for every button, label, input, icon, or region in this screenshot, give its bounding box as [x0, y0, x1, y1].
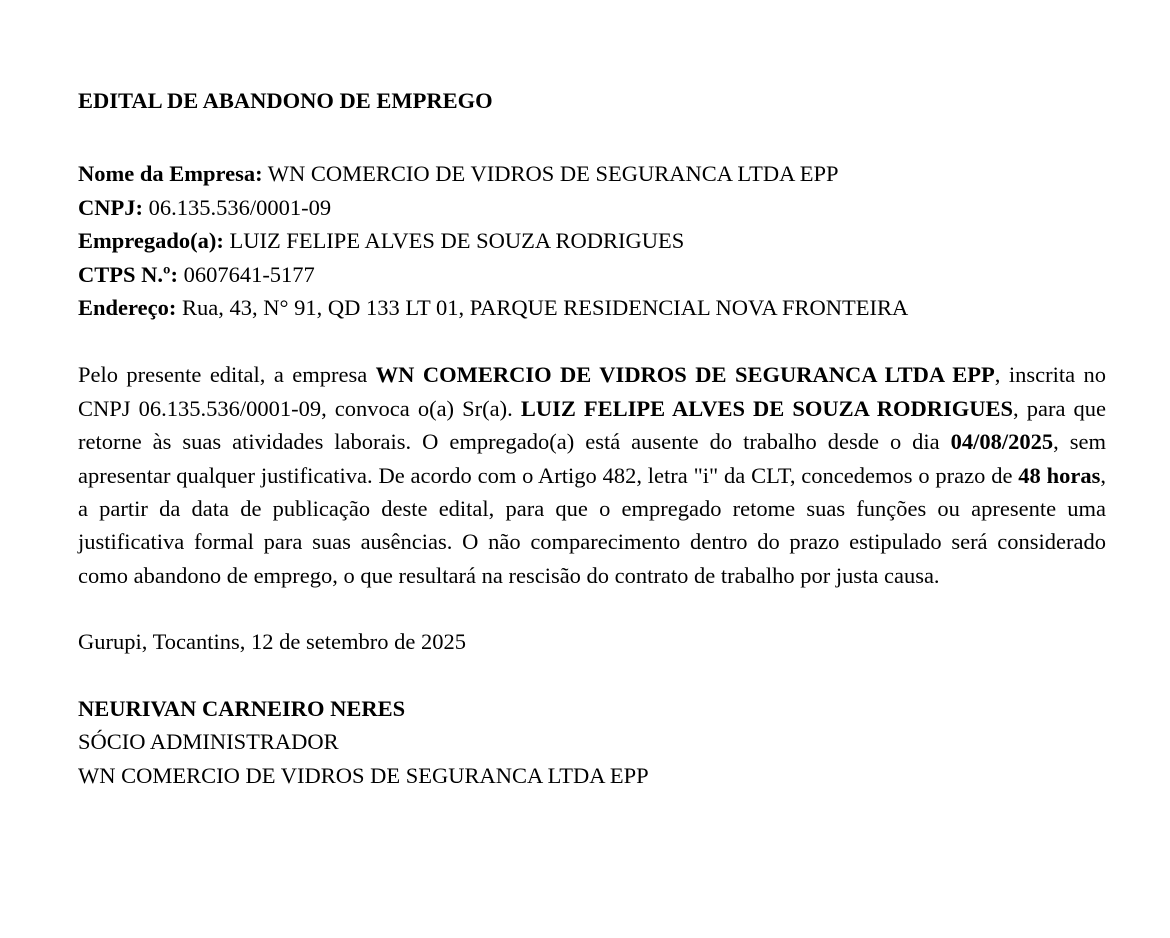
signature-name: NEURIVAN CARNEIRO NERES — [78, 695, 406, 721]
paragraph-segment: Pelo presente edital, a empresa — [78, 362, 376, 388]
paragraph-segment-date-bold: 04/08/2025 — [950, 429, 1054, 455]
info-line-endereco — [78, 291, 1106, 324]
info-value-empregado: LUIZ FELIPE ALVES DE SOUZA RODRIGUES — [223, 228, 685, 254]
info-value-endereco: Rua, 43, N° 91, QD 133 LT 01, PARQUE RESIDENCIAL NOVA FRONTEIRA — [176, 295, 909, 321]
info-value-cnpj: 06.135.536/0001-09 — [142, 194, 332, 220]
info-label-cnpj: CNPJ: — [78, 194, 143, 220]
paragraph-segment: , a partir da data de publicação deste edital, para que o empregado retome suas funções ou apresente uma justificativa formal para suas ausências. O não comparecimento dentro do prazo estipulado será considerado como abandono de emprego, o que resultará na rescisão do contrato de trabalho por justa causa. — [78, 462, 1106, 588]
info-line-nome-da-empresa — [78, 157, 1106, 190]
signature-company: WN COMERCIO DE VIDROS DE SEGURANCA LTDA EPP — [78, 762, 649, 788]
paragraph-segment: , para que retorne às suas atividades laborais. O empregado(a) está ausente do trabalho desde o dia — [78, 395, 1106, 455]
body-paragraph — [78, 358, 1106, 592]
paragraph-segment: , inscrita no CNPJ 06.135.536/0001-09, convoca o(a) Sr(a). — [78, 362, 1106, 421]
paragraph-segment-company-bold: WN COMERCIO DE VIDROS DE SEGURANCA LTDA EPP — [375, 362, 995, 388]
document-title: EDITAL DE ABANDONO DE EMPREGO — [78, 88, 493, 113]
info-line-ctps — [78, 258, 1106, 291]
info-label-nome-da-empresa: Nome da Empresa: — [78, 161, 263, 187]
info-label-endereco: Endereço: — [78, 295, 177, 321]
signature-role: SÓCIO ADMINISTRADOR — [78, 729, 339, 755]
info-value-ctps: 0607641-5177 — [177, 261, 315, 287]
paragraph-segment: , sem apresentar qualquer justificativa. De acordo com o Artigo 482, letra "i" da CLT, concedemos o prazo de — [78, 429, 1106, 488]
info-value-nome-da-empresa: WN COMERCIO DE VIDROS DE SEGURANCA LTDA EPP — [262, 161, 839, 187]
date-line: Gurupi, Tocantins, 12 de setembro de 2025 — [78, 629, 466, 655]
info-label-empregado: Empregado(a): — [78, 228, 224, 254]
info-line-cnpj — [78, 191, 1106, 224]
info-label-ctps: CTPS N.º: — [78, 261, 178, 287]
info-block — [78, 157, 1106, 324]
info-line-empregado — [78, 224, 1106, 257]
paragraph-segment-employee-bold: LUIZ FELIPE ALVES DE SOUZA RODRIGUES — [520, 395, 1014, 421]
signature-block — [78, 692, 1106, 792]
paragraph-segment-deadline-bold: 48 horas — [1018, 462, 1101, 488]
